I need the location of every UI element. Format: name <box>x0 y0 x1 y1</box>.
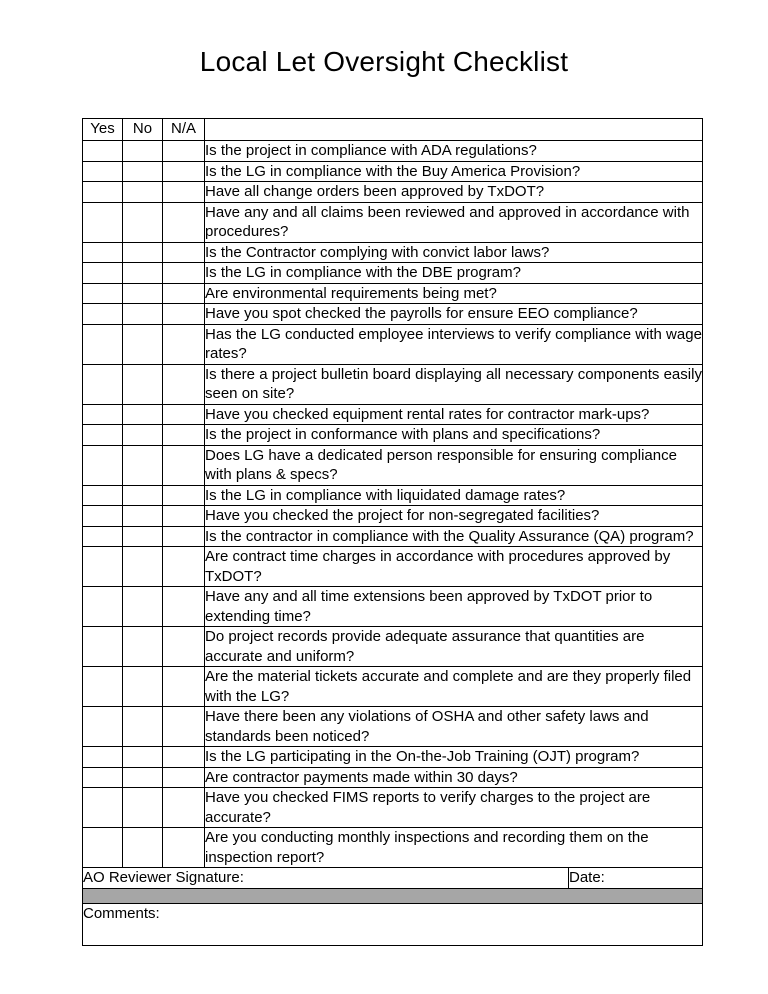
yes-checkbox-cell[interactable] <box>83 526 123 547</box>
question-text: Are environmental requirements being met? <box>205 283 703 304</box>
question-row <box>83 485 703 506</box>
na-checkbox-cell[interactable] <box>163 202 205 242</box>
yes-checkbox-cell[interactable] <box>83 404 123 425</box>
question-text: Have you checked equipment rental rates for contractor mark-ups? <box>205 404 703 425</box>
yes-checkbox-cell[interactable] <box>83 667 123 707</box>
no-checkbox-cell[interactable] <box>123 547 163 587</box>
no-checkbox-cell[interactable] <box>123 445 163 485</box>
no-checkbox-cell[interactable] <box>123 506 163 527</box>
oversight-checklist-table <box>82 118 703 946</box>
no-checkbox-cell[interactable] <box>123 667 163 707</box>
questions-body <box>83 141 703 868</box>
no-checkbox-cell[interactable] <box>123 364 163 404</box>
comments-field[interactable]: Comments: <box>83 904 703 946</box>
question-text: Does LG have a dedicated person responsible for ensuring compliance with plans & specs? <box>205 445 703 485</box>
question-text: Are contractor payments made within 30 days? <box>205 767 703 788</box>
question-text: Is the LG participating in the On-the-Job Training (OJT) program? <box>205 747 703 768</box>
no-checkbox-cell[interactable] <box>123 526 163 547</box>
date-field[interactable]: Date: <box>569 868 703 889</box>
question-text: Has the LG conducted employee interviews to verify compliance with wage rates? <box>205 325 702 362</box>
na-checkbox-cell[interactable] <box>163 828 205 868</box>
yes-checkbox-cell[interactable] <box>83 141 123 162</box>
no-checkbox-cell[interactable] <box>123 182 163 203</box>
question-row <box>83 283 703 304</box>
question-text: Is the LG in compliance with the DBE program? <box>205 263 703 284</box>
yes-checkbox-cell[interactable] <box>83 263 123 284</box>
no-checkbox-cell[interactable] <box>123 788 163 828</box>
yes-checkbox-cell[interactable] <box>83 587 123 627</box>
question-row <box>83 141 703 162</box>
yes-checkbox-cell[interactable] <box>83 828 123 868</box>
question-row <box>83 242 703 263</box>
question-text: Have any and all time extensions been approved by TxDOT prior to extending time? <box>205 587 703 627</box>
no-checkbox-cell[interactable] <box>123 141 163 162</box>
na-checkbox-cell[interactable] <box>163 283 205 304</box>
question-row <box>83 667 703 707</box>
yes-checkbox-cell[interactable] <box>83 506 123 527</box>
question-row <box>83 506 703 527</box>
question-row <box>83 425 703 446</box>
no-checkbox-cell[interactable] <box>123 828 163 868</box>
yes-checkbox-cell[interactable] <box>83 283 123 304</box>
na-checkbox-cell[interactable] <box>163 747 205 768</box>
no-checkbox-cell[interactable] <box>123 485 163 506</box>
yes-checkbox-cell[interactable] <box>83 202 123 242</box>
na-checkbox-cell[interactable] <box>163 788 205 828</box>
question-text: Is the contractor in compliance with the Quality Assurance (QA) program? <box>205 526 703 547</box>
na-checkbox-cell[interactable] <box>163 141 205 162</box>
question-row <box>83 788 703 828</box>
question-text: Is the project in compliance with ADA regulations? <box>205 141 703 162</box>
question-row <box>83 182 703 203</box>
question-text: Is the LG in compliance with liquidated damage rates? <box>205 485 703 506</box>
no-checkbox-cell[interactable] <box>123 767 163 788</box>
yes-checkbox-cell[interactable] <box>83 788 123 828</box>
question-row <box>83 547 703 587</box>
question-text: Are the material tickets accurate and complete and are they properly filed with the LG? <box>205 667 703 707</box>
question-row <box>83 587 703 627</box>
question-text: Is the project in conformance with plans and specifications? <box>205 425 703 446</box>
no-checkbox-cell[interactable] <box>123 304 163 325</box>
question-row <box>83 324 703 364</box>
question-text: Do project records provide adequate assurance that quantities are accurate and uniform? <box>205 627 703 667</box>
no-checkbox-cell[interactable] <box>123 587 163 627</box>
no-checkbox-cell[interactable] <box>123 161 163 182</box>
yes-checkbox-cell[interactable] <box>83 627 123 667</box>
question-row <box>83 364 703 404</box>
comments-row <box>83 904 703 946</box>
yes-checkbox-cell[interactable] <box>83 304 123 325</box>
question-row <box>83 304 703 325</box>
na-checkbox-cell[interactable] <box>163 485 205 506</box>
question-row <box>83 263 703 284</box>
yes-checkbox-cell[interactable] <box>83 747 123 768</box>
na-checkbox-cell[interactable] <box>163 263 205 284</box>
na-checkbox-cell[interactable] <box>163 364 205 404</box>
question-row <box>83 767 703 788</box>
na-checkbox-cell[interactable] <box>163 707 205 747</box>
no-checkbox-cell[interactable] <box>123 242 163 263</box>
no-checkbox-cell[interactable] <box>123 324 163 364</box>
yes-checkbox-cell[interactable] <box>83 547 123 587</box>
yes-checkbox-cell[interactable] <box>83 242 123 263</box>
na-checkbox-cell[interactable] <box>163 767 205 788</box>
na-checkbox-cell[interactable] <box>163 242 205 263</box>
yes-checkbox-cell[interactable] <box>83 445 123 485</box>
na-checkbox-cell[interactable] <box>163 304 205 325</box>
yes-checkbox-cell[interactable] <box>83 182 123 203</box>
na-checkbox-cell[interactable] <box>163 627 205 667</box>
na-checkbox-cell[interactable] <box>163 547 205 587</box>
column-header-na: N/A <box>163 119 205 141</box>
na-checkbox-cell[interactable] <box>163 587 205 627</box>
na-checkbox-cell[interactable] <box>163 526 205 547</box>
question-text: Is the Contractor complying with convict labor laws? <box>205 242 703 263</box>
question-row <box>83 202 703 242</box>
question-text: Have there been any violations of OSHA and other safety laws and standards been noticed? <box>205 707 703 747</box>
na-checkbox-cell[interactable] <box>163 667 205 707</box>
no-checkbox-cell[interactable] <box>123 404 163 425</box>
na-checkbox-cell[interactable] <box>163 404 205 425</box>
no-checkbox-cell[interactable] <box>123 283 163 304</box>
na-checkbox-cell[interactable] <box>163 425 205 446</box>
question-text: Have all change orders been approved by TxDOT? <box>205 182 703 203</box>
question-text: Have any and all claims been reviewed and approved in accordance with procedures? <box>205 202 703 242</box>
question-row <box>83 526 703 547</box>
divider-bar <box>83 889 703 904</box>
divider-row <box>83 889 703 904</box>
na-checkbox-cell[interactable] <box>163 324 205 364</box>
na-checkbox-cell[interactable] <box>163 182 205 203</box>
no-checkbox-cell[interactable] <box>123 627 163 667</box>
column-header-no: No <box>123 119 163 141</box>
yes-checkbox-cell[interactable] <box>83 161 123 182</box>
no-checkbox-cell[interactable] <box>123 707 163 747</box>
question-row <box>83 161 703 182</box>
column-header-question-blank <box>205 119 703 141</box>
na-checkbox-cell[interactable] <box>163 445 205 485</box>
yes-checkbox-cell[interactable] <box>83 707 123 747</box>
no-checkbox-cell[interactable] <box>123 202 163 242</box>
yes-checkbox-cell[interactable] <box>83 767 123 788</box>
question-row <box>83 404 703 425</box>
question-text: Is there a project bulletin board displaying all necessary components easily seen on site? <box>205 365 702 402</box>
yes-checkbox-cell[interactable] <box>83 485 123 506</box>
no-checkbox-cell[interactable] <box>123 747 163 768</box>
yes-checkbox-cell[interactable] <box>83 364 123 404</box>
header-row <box>83 119 703 141</box>
question-text: Is the LG in compliance with the Buy America Provision? <box>205 161 703 182</box>
question-row <box>83 627 703 667</box>
page-title: Local Let Oversight Checklist <box>199 46 569 77</box>
question-row <box>83 445 703 485</box>
column-header-yes: Yes <box>83 119 123 141</box>
na-checkbox-cell[interactable] <box>163 161 205 182</box>
question-row <box>83 747 703 768</box>
yes-checkbox-cell[interactable] <box>83 425 123 446</box>
question-text: Have you checked FIMS reports to verify charges to the project are accurate? <box>205 788 703 828</box>
question-text: Are contract time charges in accordance with procedures approved by TxDOT? <box>205 547 703 587</box>
no-checkbox-cell[interactable] <box>123 263 163 284</box>
no-checkbox-cell[interactable] <box>123 425 163 446</box>
signature-row <box>83 868 703 889</box>
question-text: Are you conducting monthly inspections and recording them on the inspection report? <box>205 828 703 868</box>
yes-checkbox-cell[interactable] <box>83 324 123 364</box>
question-text: Have you spot checked the payrolls for ensure EEO compliance? <box>205 304 703 325</box>
question-row <box>83 707 703 747</box>
reviewer-signature-field[interactable]: AO Reviewer Signature: <box>83 868 569 889</box>
na-checkbox-cell[interactable] <box>163 506 205 527</box>
question-row <box>83 828 703 868</box>
question-text: Have you checked the project for non-segregated facilities? <box>205 506 703 527</box>
